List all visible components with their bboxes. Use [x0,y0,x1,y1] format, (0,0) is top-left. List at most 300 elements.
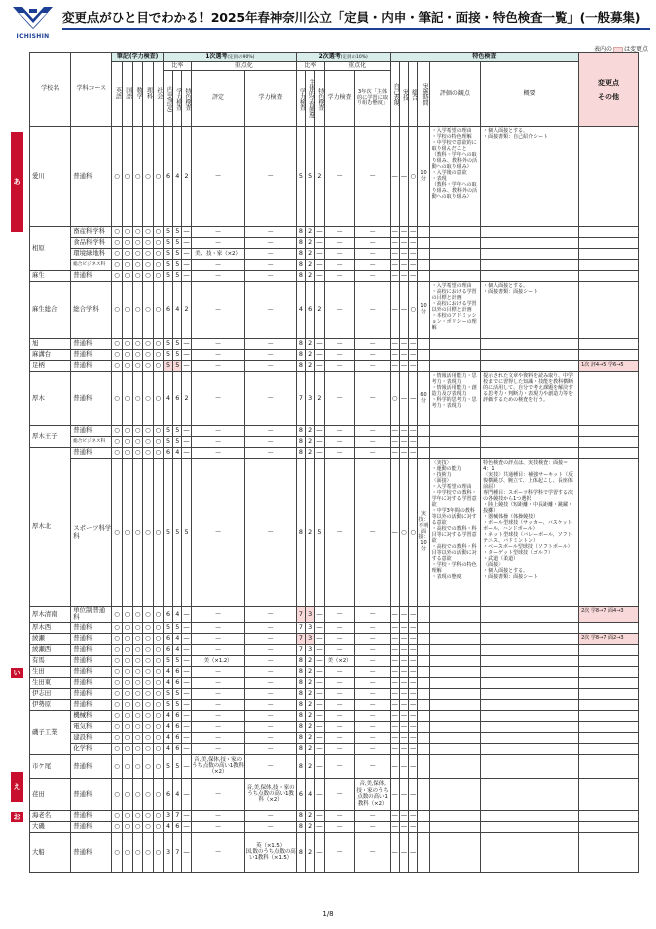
tokushoku-flag: — [399,271,408,282]
subject-mark: ○ [112,459,122,607]
second-ratio: 3 [306,607,315,623]
change-note [579,622,639,633]
table-row [30,622,639,633]
course-name: 普通科 [71,688,112,699]
school-name: 大磯 [30,821,71,832]
tokushoku-summary [481,644,579,655]
subject-mark: ○ [153,260,163,271]
course-name: 総合ビジネス科 [71,437,112,448]
second-ratio: — [315,655,324,666]
second-ratio: 2 [306,832,315,872]
second-ratio: 6 [296,778,305,810]
th-kanten: 評価の観点 [429,62,481,127]
subject-mark: ○ [133,607,143,623]
first-gakuryoku-focus: — [245,655,297,666]
subject-mark: ○ [153,688,163,699]
tokushoku-flag: — [409,778,418,810]
change-note [579,688,639,699]
course-name: 化学科 [71,743,112,754]
page-header [10,5,650,43]
first-ratio: 6 [173,372,182,426]
table-row [30,271,639,282]
second-ratio: — [315,721,324,732]
subject-mark: ○ [143,732,153,743]
change-note [579,732,639,743]
tokushoku-flag: — [399,666,408,677]
tokushoku-flag: — [409,699,418,710]
second-ratio: — [315,622,324,633]
subject-mark: ○ [143,710,153,721]
first-hyotei-focus: — [191,710,245,721]
change-note [579,832,639,872]
tokushoku-flag: — [409,810,418,821]
tokushoku-flag: — [409,743,418,754]
th-hiritsu-2: 比率 [296,62,324,71]
course-name: 普通科 [71,655,112,666]
tokushoku-summary [481,732,579,743]
course-name: スポーツ科学科 [71,459,112,607]
tokushoku-flag: — [409,607,418,623]
second-gakuryoku-focus: — [324,127,355,227]
first-gakuryoku-focus: — [245,238,297,249]
tokushoku-summary [481,832,579,872]
first-ratio: — [182,437,191,448]
subject-mark: ○ [143,721,153,732]
evaluation-points [429,238,481,249]
tokushoku-time [418,227,429,238]
kana-tab-i: い [11,668,23,678]
th-course: 学科コース [71,53,112,127]
evaluation-points [429,644,481,655]
second-ratio: 2 [306,699,315,710]
subject-mark: ○ [133,655,143,666]
first-gakuryoku-focus: — [245,721,297,732]
tokushoku-flag: — [409,688,418,699]
second-gakuryoku-focus: — [324,350,355,361]
subject-mark: ○ [143,821,153,832]
subject-mark: ○ [122,721,132,732]
tokushoku-flag: — [399,238,408,249]
second-gakuryoku-focus: — [324,677,355,688]
subject-mark: ○ [133,350,143,361]
second-attitude-focus: — [355,426,390,437]
first-ratio: 5 [173,622,182,633]
first-ratio: — [182,832,191,872]
evaluation-points [429,710,481,721]
second-ratio: — [315,426,324,437]
course-name: 食品科学科 [71,238,112,249]
second-ratio: 2 [306,688,315,699]
second-attitude-focus: — [355,821,390,832]
first-hyotei-focus: 美、技・家（×2） [191,249,245,260]
tokushoku-summary [481,655,579,666]
second-attitude-focus: — [355,260,390,271]
first-ratio: — [182,633,191,644]
tokushoku-time [418,677,429,688]
tokushoku-flag: — [390,622,399,633]
second-ratio: 5 [306,127,315,227]
second-ratio: — [315,699,324,710]
subject-mark: ○ [122,227,132,238]
evaluation-points [429,633,481,644]
second-gakuryoku-focus: — [324,260,355,271]
tokushoku-flag: — [399,249,408,260]
subject-mark: ○ [122,655,132,666]
first-gakuryoku-focus: — [245,282,297,339]
second-ratio: — [315,832,324,872]
subject-mark: ○ [153,655,163,666]
change-note [579,249,639,260]
table-row [30,426,639,437]
tokushoku-time [418,361,429,372]
subject-mark: ○ [112,448,122,459]
second-attitude-focus: — [355,743,390,754]
change-note [579,127,639,227]
th-tokushoku: 特色検査 [390,53,579,62]
tokushoku-summary [481,810,579,821]
subject-mark: ○ [143,832,153,872]
school-name: 大船 [30,832,71,872]
second-gakuryoku-focus: — [324,721,355,732]
first-ratio: 4 [163,710,172,721]
subject-mark: ○ [112,437,122,448]
evaluation-points [429,249,481,260]
subject-mark: ○ [143,238,153,249]
evaluation-points [429,271,481,282]
second-ratio: 8 [296,699,305,710]
first-ratio: 4 [163,732,172,743]
first-ratio: 4 [173,127,182,227]
first-ratio: 5 [163,361,172,372]
subject-mark: ○ [153,821,163,832]
first-hyotei-focus: — [191,350,245,361]
subject-mark: ○ [133,732,143,743]
th-subj-ma [133,62,143,127]
tokushoku-summary [481,339,579,350]
subject-mark: ○ [153,249,163,260]
second-attitude-focus: — [355,350,390,361]
tokushoku-time [418,644,429,655]
tokushoku-flag: — [409,832,418,872]
change-note [579,339,639,350]
second-gakuryoku-focus: — [324,732,355,743]
first-gakuryoku-focus: — [245,633,297,644]
subject-mark: ○ [153,754,163,778]
school-name: 厚木王子 [30,426,71,448]
tokushoku-flag: — [390,260,399,271]
first-ratio: — [182,249,191,260]
course-name: 普通科 [71,350,112,361]
second-gakuryoku-focus: — [324,459,355,607]
th-gaiyo: 概要 [481,62,579,127]
first-hyotei-focus: — [191,459,245,607]
second-ratio: 8 [296,832,305,872]
subject-mark: ○ [153,459,163,607]
subject-mark: ○ [153,732,163,743]
evaluation-points [429,350,481,361]
tokushoku-flag: — [390,710,399,721]
tokushoku-flag: — [409,655,418,666]
first-ratio: 4 [163,743,172,754]
first-gakuryoku-focus: — [245,810,297,821]
tokushoku-time [418,622,429,633]
th-gakuryoku: 学力検査 [173,71,182,127]
table-row [30,754,639,778]
tokushoku-summary: ・個人面接とする。 ・面接書類：面接シート [481,282,579,339]
tokushoku-flag: — [399,350,408,361]
first-hyotei-focus: — [191,339,245,350]
course-name: 電気科 [71,721,112,732]
first-ratio: 3 [163,810,172,821]
first-hyotei-focus: — [191,271,245,282]
evaluation-points [429,688,481,699]
change-note [579,437,639,448]
change-note [579,655,639,666]
evaluation-points [429,810,481,821]
school-name: 生田東 [30,677,71,688]
change-note [579,350,639,361]
first-gakuryoku-focus: — [245,743,297,754]
tokushoku-flag: — [390,778,399,810]
first-ratio: 5 [163,271,172,282]
tokushoku-flag: — [390,832,399,872]
school-name: 有馬 [30,655,71,666]
course-name: 普通科 [71,271,112,282]
first-gakuryoku-focus: — [245,127,297,227]
tokushoku-time [418,821,429,832]
first-gakuryoku-focus: — [245,426,297,437]
change-note [579,666,639,677]
second-gakuryoku-focus: — [324,633,355,644]
second-gakuryoku-focus: — [324,372,355,426]
second-ratio: 7 [296,644,305,655]
tokushoku-flag: ○ [409,282,418,339]
second-ratio: 8 [296,732,305,743]
second-ratio: 2 [306,754,315,778]
tokushoku-summary [481,437,579,448]
subject-mark: ○ [133,688,143,699]
tokushoku-flag: — [399,372,408,426]
second-gakuryoku-focus: — [324,810,355,821]
subject-mark: ○ [133,372,143,426]
course-name: 普通科 [71,754,112,778]
subject-mark: ○ [133,710,143,721]
tokushoku-flag: — [399,607,408,623]
course-name: 普通科 [71,633,112,644]
table-row [30,743,639,754]
subject-mark: ○ [133,249,143,260]
subject-mark: ○ [133,821,143,832]
subject-mark: ○ [122,743,132,754]
first-ratio: 5 [173,260,182,271]
subject-mark: ○ [112,339,122,350]
th-subj-sc-label: 理科 [145,86,153,99]
tokushoku-flag: — [409,350,418,361]
change-note [579,721,639,732]
second-ratio: 8 [296,754,305,778]
subject-mark: ○ [153,238,163,249]
evaluation-points [429,426,481,437]
tokushoku-flag: — [390,699,399,710]
school-name: 荏田 [30,778,71,810]
table-row [30,655,639,666]
tokushoku-flag: — [399,778,408,810]
first-ratio: 2 [182,127,191,227]
tokushoku-summary [481,721,579,732]
subject-mark: ○ [112,238,122,249]
tokushoku-summary [481,361,579,372]
tokushoku-flag: — [409,372,418,426]
kana-tab-o: お [11,812,23,822]
first-ratio: 5 [163,350,172,361]
table-row [30,821,639,832]
tokushoku-flag: — [390,437,399,448]
tokushoku-flag: — [399,622,408,633]
first-ratio: 4 [163,677,172,688]
first-gakuryoku-focus: — [245,607,297,623]
first-ratio: — [182,622,191,633]
second-attitude-focus: — [355,227,390,238]
second-ratio: 3 [306,644,315,655]
change-note [579,448,639,459]
second-ratio: 2 [306,339,315,350]
subject-mark: ○ [112,677,122,688]
th-subj-ja-label: 国語 [124,86,132,99]
subject-mark: ○ [112,821,122,832]
second-attitude-focus: — [355,666,390,677]
tokushoku-flag: — [399,426,408,437]
table-row [30,810,639,821]
kana-tab-a: あ [11,132,23,232]
tokushoku-flag: — [399,644,408,655]
second-ratio: 8 [296,361,305,372]
subject-mark: ○ [153,710,163,721]
second-attitude-focus: — [355,699,390,710]
subject-mark: ○ [133,622,143,633]
second-ratio: 8 [296,666,305,677]
first-hyotei-focus: — [191,677,245,688]
second-gakuryoku-focus: — [324,832,355,872]
second-ratio: 4 [296,282,305,339]
first-ratio: — [182,238,191,249]
second-ratio: — [315,350,324,361]
second-gakuryoku-focus: — [324,271,355,282]
school-name: 伊勢原 [30,699,71,710]
change-note [579,743,639,754]
tokushoku-flag: — [409,721,418,732]
school-name: 伊志田 [30,688,71,699]
second-gakuryoku-focus: — [324,688,355,699]
school-name: 麻生総合 [30,282,71,339]
second-ratio: — [315,448,324,459]
course-name: 建設科 [71,732,112,743]
subject-mark: ○ [122,339,132,350]
first-gakuryoku-focus: — [245,361,297,372]
first-ratio: 6 [163,778,172,810]
second-ratio: 2 [306,710,315,721]
tokushoku-time [418,754,429,778]
first-ratio: 5 [163,622,172,633]
subject-mark: ○ [122,459,132,607]
first-hyotei-focus: — [191,778,245,810]
subject-mark: ○ [122,832,132,872]
first-gakuryoku-focus: — [245,821,297,832]
school-name: 厚木 [30,372,71,426]
subject-mark: ○ [153,633,163,644]
school-name: 市ケ尾 [30,754,71,778]
first-ratio: 5 [173,249,182,260]
change-note [579,260,639,271]
subject-mark: ○ [143,127,153,227]
subject-mark: ○ [153,721,163,732]
second-attitude-focus: — [355,644,390,655]
second-ratio: 7 [296,622,305,633]
subject-mark: ○ [153,426,163,437]
course-name: 普通科 [71,339,112,350]
tokushoku-flag: ○ [399,459,408,607]
second-ratio: — [315,227,324,238]
first-hyotei-focus: — [191,372,245,426]
first-ratio: 5 [163,699,172,710]
tokushoku-flag: — [390,821,399,832]
school-name: 麻生 [30,271,71,282]
th-second [296,53,390,62]
second-attitude-focus: — [355,238,390,249]
first-ratio: — [182,810,191,821]
tokushoku-flag: — [409,339,418,350]
first-hyotei-focus: — [191,426,245,437]
subject-mark: ○ [133,227,143,238]
course-name: 普通科 [71,666,112,677]
subject-mark: ○ [122,271,132,282]
subject-mark: ○ [133,271,143,282]
subject-mark: ○ [133,437,143,448]
first-ratio: 6 [173,721,182,732]
tokushoku-summary [481,260,579,271]
subject-mark: ○ [112,350,122,361]
tokushoku-flag: ○ [390,372,399,426]
second-ratio: 2 [306,666,315,677]
second-ratio: 8 [296,710,305,721]
second-attitude-focus: — [355,655,390,666]
second-ratio: 2 [306,821,315,832]
subject-mark: ○ [122,426,132,437]
first-ratio: — [182,754,191,778]
subject-mark: ○ [143,437,153,448]
first-gakuryoku-focus: — [245,249,297,260]
course-name: 普通科 [71,426,112,437]
subject-mark: ○ [143,372,153,426]
first-hyotei-focus: — [191,644,245,655]
first-ratio: 7 [173,832,182,872]
course-name: 普通科 [71,699,112,710]
th-juten-2: 重点化 [324,62,390,71]
second-ratio: 6 [306,282,315,339]
table-row [30,361,639,372]
subject-mark: ○ [112,699,122,710]
first-gakuryoku-focus: — [245,372,297,426]
evaluation-points [429,721,481,732]
tokushoku-flag: — [399,754,408,778]
school-name: 生田 [30,666,71,677]
subject-mark: ○ [122,778,132,810]
second-ratio: 8 [296,238,305,249]
tokushoku-time [418,238,429,249]
first-ratio: 6 [173,821,182,832]
change-note [579,644,639,655]
second-gakuryoku-focus: — [324,437,355,448]
tokushoku-summary [481,677,579,688]
